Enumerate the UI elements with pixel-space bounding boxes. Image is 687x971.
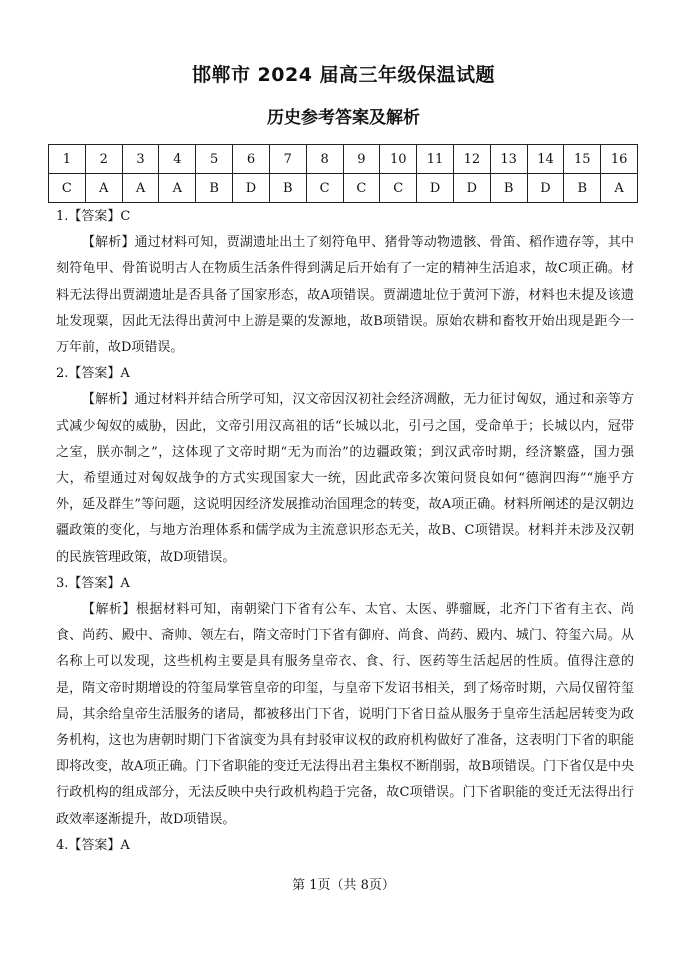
answer-explanations — [56, 204, 634, 859]
question-number-cell: 7 — [269, 145, 306, 174]
question-number-cell: 4 — [159, 145, 196, 174]
question-number-cell: 1 — [49, 145, 86, 174]
question-number-cell: 14 — [527, 145, 564, 174]
page-title: 邯郸市 2024 届高三年级保温试题 — [191, 64, 496, 86]
page-subtitle: 历史参考答案及解析 — [267, 108, 420, 128]
answer-cell: A — [159, 174, 196, 203]
question-3-explanation: 【解析】根据材料可知，南朝梁门下省有公车、太官、太医、骅骝厩，北齐门下省有主衣、尚食、尚药、殿中、斋帅、领左右，隋文帝时门下省有御府、尚食、尚药、殿内、城门、符玺六局。从名称上可以发现，这些机构主要是具有服务皇帝衣、食、行、医药等生活起居的性质。值得注意的是，隋文帝时期增设的符玺局掌管皇帝的印玺，与皇帝下发诏书相关，到了炀帝时期，六局仅留符玺局，其余给皇帝生活服务的诸局，都被移出门下省，说明门下省日益从服务于皇帝生活起居转变为政务机构，这也为唐朝时期门下省演变为具有封驳审议权的政府机构做好了准备，这表明门下省的职能即将改变，故A项正确。门下省职能的变迁无法得出君主集权不断削弱，故B项错误。门下省仅是中央行政机构的组成部分，无法反映中央行政机构趋于完备，故C项错误。门下省职能的变迁无法得出行政效率逐渐提升，故D项错误。 — [56, 602, 634, 827]
answer-cell: D — [417, 174, 454, 203]
question-4-answer: 4.【答案】A — [56, 837, 130, 853]
answer-cell: D — [527, 174, 564, 203]
question-1-explanation: 【解析】通过材料可知，贾湖遗址出土了刻符龟甲、猪骨等动物遗骸、骨笛、稻作遗存等，其中刻符龟甲、骨笛说明古人在物质生活条件得到满足后开始有了一定的精神生活追求，故C项正确。材料无法得出贾湖遗址是否具备了国家形态，故A项错误。贾湖遗址位于黄河下游，材料也未提及该遗址发现粟，因此无法得出黄河中上游是粟的发源地，故B项错误。原始农耕和畜牧开始出现是距今一万年前，故D项错误。 — [56, 235, 634, 356]
question-number-cell: 5 — [196, 145, 233, 174]
answer-cell: C — [380, 174, 417, 203]
answer-cell: C — [306, 174, 343, 203]
answer-cell: D — [453, 174, 490, 203]
question-number-cell: 13 — [490, 145, 527, 174]
answer-cell: C — [343, 174, 380, 203]
answer-cell: B — [269, 174, 306, 203]
answer-table — [48, 144, 638, 203]
question-3-answer: 3.【答案】A — [56, 575, 130, 591]
question-number-cell: 10 — [380, 145, 417, 174]
answer-cell: A — [122, 174, 159, 203]
answer-cell: B — [564, 174, 601, 203]
question-number-cell: 9 — [343, 145, 380, 174]
page-number: 第 1页（共 8页） — [292, 878, 395, 893]
answer-cell: D — [233, 174, 270, 203]
question-number-cell: 12 — [453, 145, 490, 174]
question-number-cell: 8 — [306, 145, 343, 174]
answer-cell: A — [601, 174, 638, 203]
question-2-explanation: 【解析】通过材料并结合所学可知，汉文帝因汉初社会经济凋敝，无力征讨匈奴，通过和亲等方式减少匈奴的威胁，因此，文帝引用汉高祖的话“长城以北，引弓之国，受命单于；长城以内，冠带之室，朕亦制之”，这体现了文帝时期“无为而治”的边疆政策；到汉武帝时期，经济繁盛，国力强大，希望通过对匈奴战争的方式实现国家大一统，因此武帝多次策问贤良如何“德润四海”“施乎方外，延及群生”等问题，这说明因经济发展推动治国理念的转变，故A项正确。材料所阐述的是汉朝边疆政策的变化，与地方治理体系和儒学成为主流意识形态无关，故B、C项错误。材料并未涉及汉朝的民族管理政策，故D项错误。 — [56, 392, 634, 565]
question-2-answer: 2.【答案】A — [56, 366, 130, 382]
answer-cell: B — [490, 174, 527, 203]
question-1-answer: 1.【答案】C — [56, 209, 131, 224]
answer-cell: B — [196, 174, 233, 203]
question-number-cell: 6 — [233, 145, 270, 174]
question-number-cell: 15 — [564, 145, 601, 174]
answer-table-number-row — [49, 145, 638, 174]
question-number-cell: 2 — [85, 145, 122, 174]
question-number-cell: 16 — [601, 145, 638, 174]
answer-table-answer-row — [49, 174, 638, 203]
question-number-cell: 11 — [417, 145, 454, 174]
answer-cell: C — [49, 174, 86, 203]
answer-cell: A — [85, 174, 122, 203]
question-number-cell: 3 — [122, 145, 159, 174]
